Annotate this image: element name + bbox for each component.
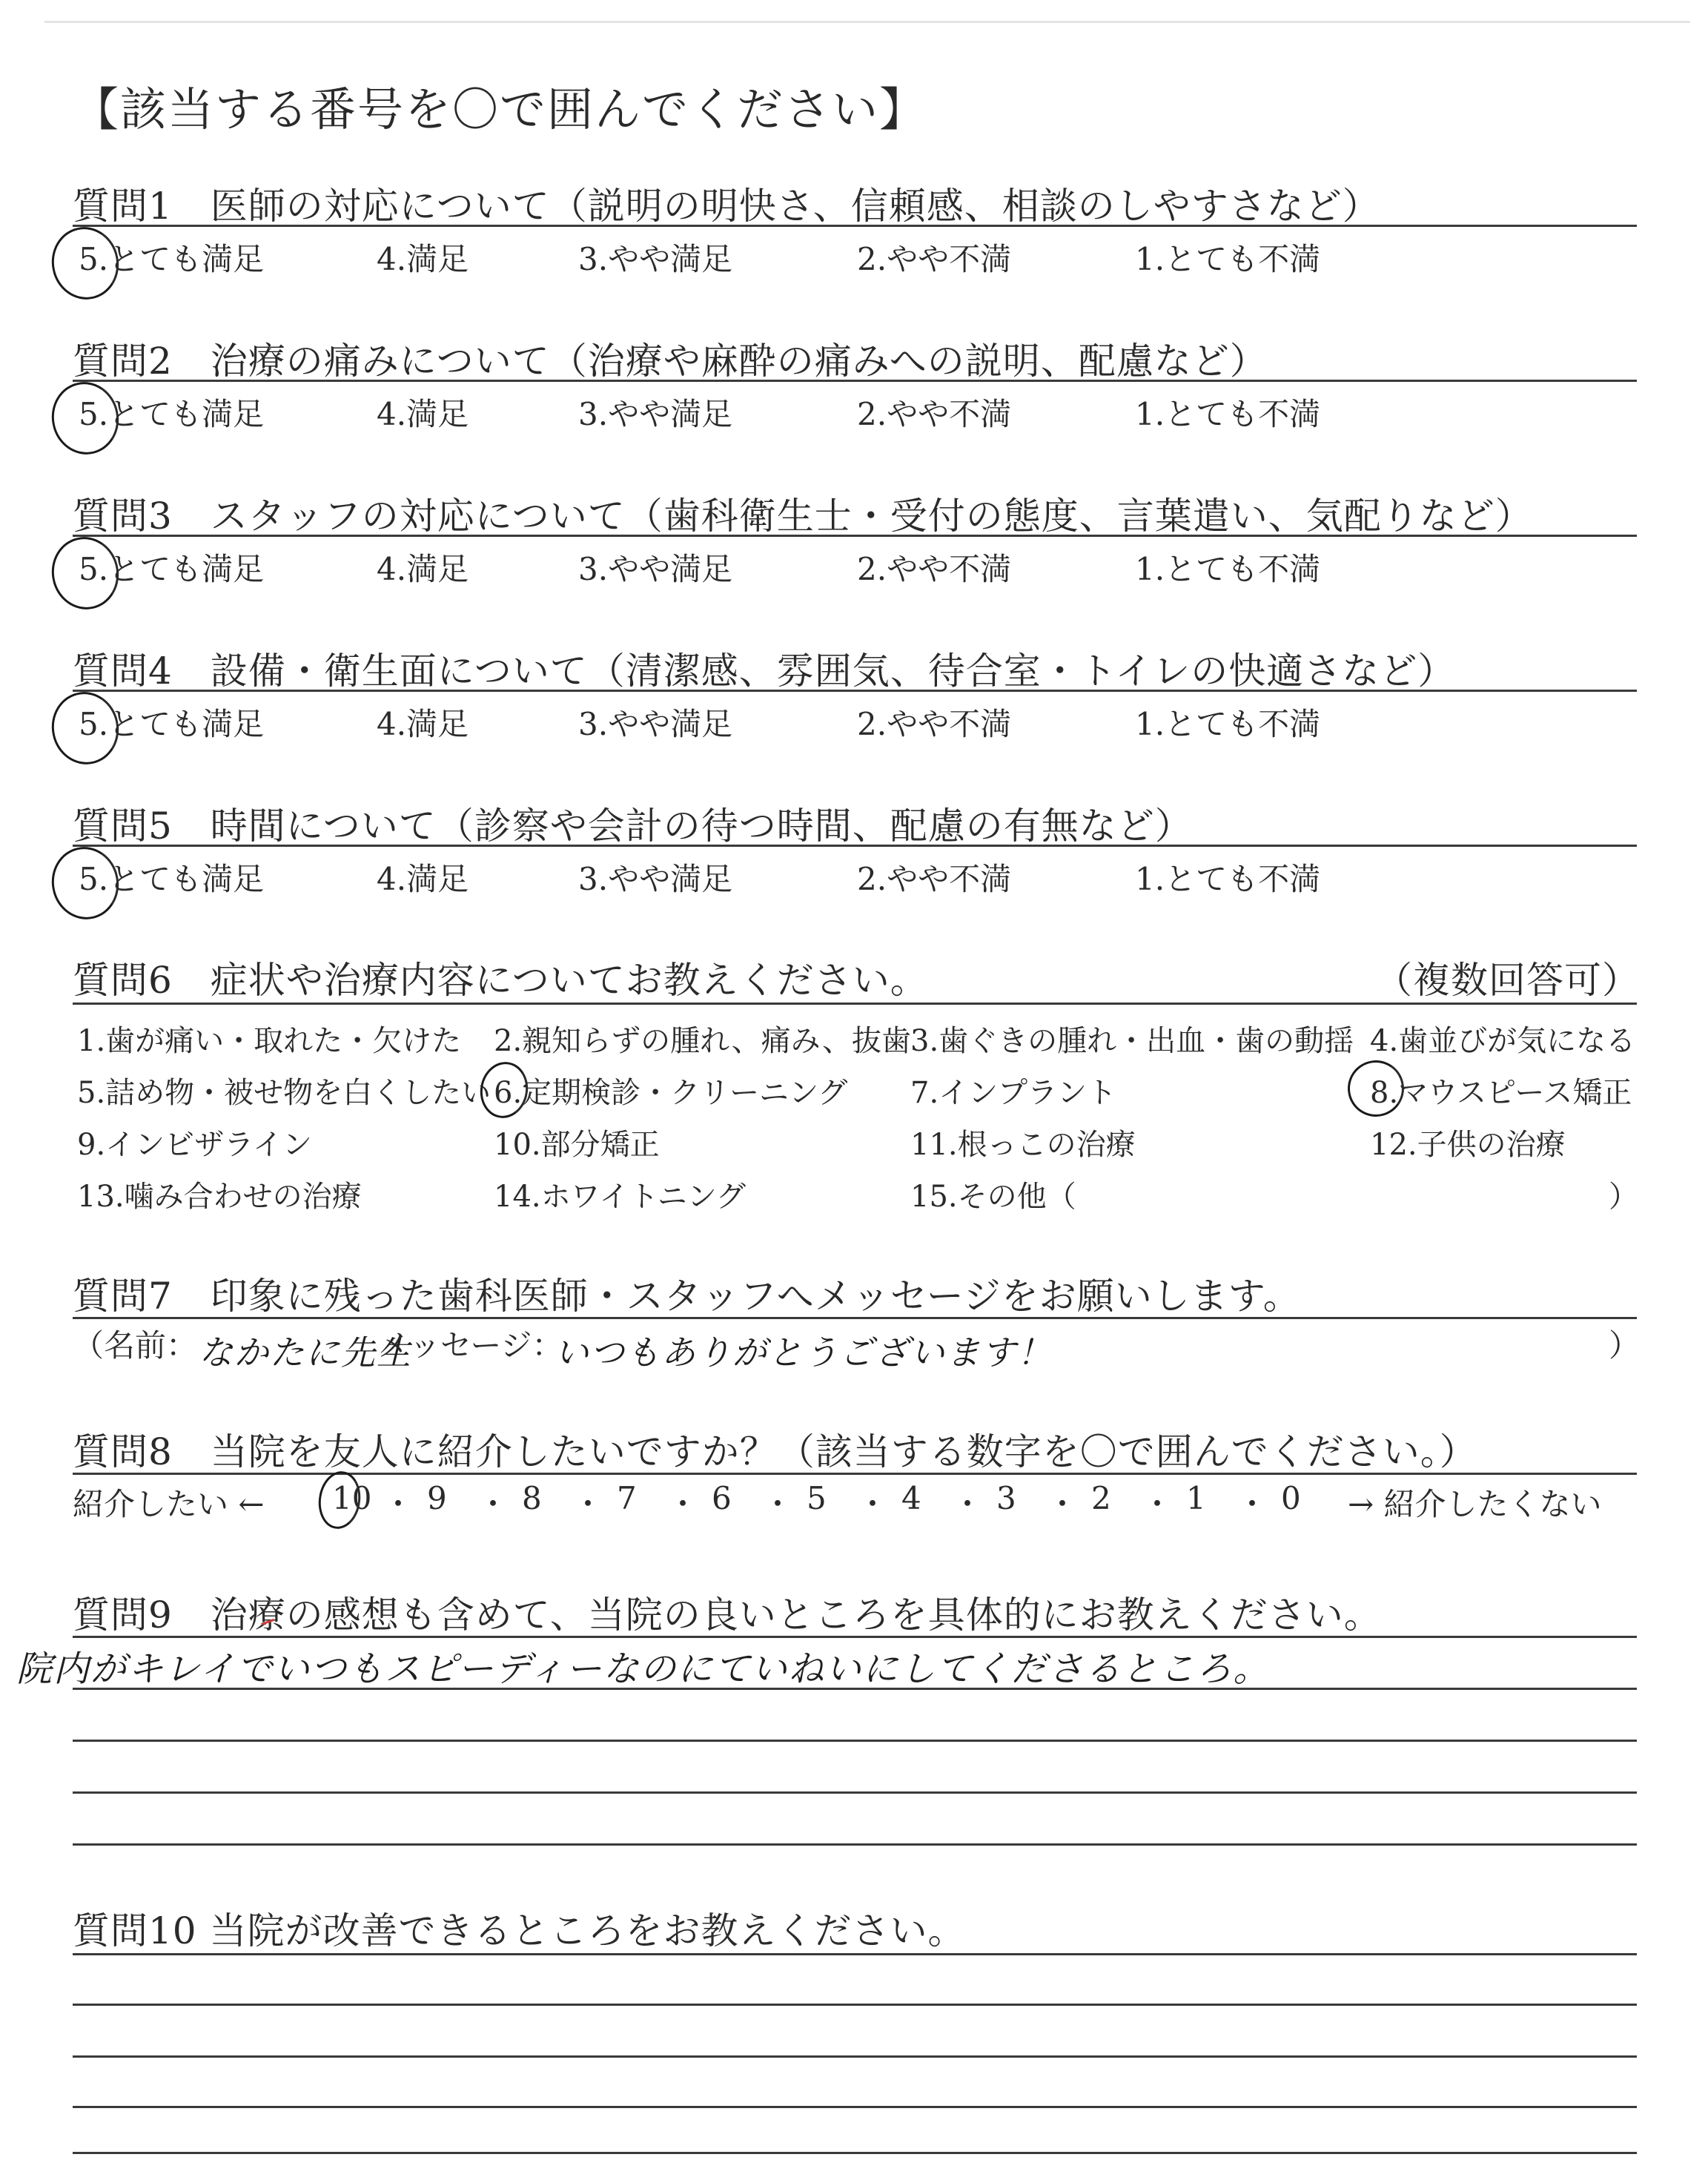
q10-rule-5 (73, 2152, 1637, 2154)
q8-scale-separator: ・ (762, 1486, 794, 1522)
scan-top-edge (44, 21, 1690, 23)
q9-rule-2 (73, 1688, 1637, 1690)
q8-scale-separator: ・ (1142, 1486, 1174, 1522)
q7-handwritten-name[interactable]: なかたに先生 (199, 1332, 412, 1373)
q1-option-2[interactable]: 2.やや不満 (857, 241, 1012, 277)
q8-label: 質問8 当院を友人に紹介したいですか？（該当する数字を〇で囲んでください。） (73, 1430, 1477, 1473)
q2-option-1[interactable]: 1.とても不満 (1135, 396, 1321, 432)
q4-option-5[interactable]: 5.とても満足 (79, 706, 265, 742)
q6-option-14[interactable]: 14.ホワイトニング (494, 1180, 747, 1214)
q5-option-5[interactable]: 5.とても満足 (79, 861, 265, 897)
q5-label: 質問5 時間について（診察や会計の待つ時間、配慮の有無など） (73, 805, 1193, 848)
q5-option-3[interactable]: 3.やや満足 (578, 861, 733, 897)
q4-selection-circle (45, 686, 125, 771)
q2-option-4[interactable]: 4.満足 (377, 396, 469, 432)
q9-rule-3 (73, 1740, 1637, 1742)
q8-scale-7[interactable]: 7 (617, 1480, 637, 1516)
q1-option-4[interactable]: 4.満足 (377, 241, 469, 277)
q6-label: 質問6 症状や治療内容についてお教えください。 (73, 959, 928, 1002)
q6-selection-circle-6 (476, 1058, 532, 1122)
q1-label: 質問1 医師の対応について（説明の明快さ、信頼感、相談のしやすさなど） (73, 185, 1380, 228)
q10-rule-1 (73, 1953, 1637, 1955)
q8-scale-0[interactable]: 0 (1281, 1480, 1301, 1516)
q7-name-prefix: （名前： (73, 1327, 198, 1364)
q2-label: 質問2 治療の痛みについて（治療や麻酔の痛みへの説明、配慮など） (73, 340, 1268, 383)
q7-handwritten-message[interactable]: いつもありがとうございます！ (555, 1332, 1053, 1373)
q10-rule-4 (73, 2106, 1637, 2108)
q8-scale-separator: ・ (857, 1486, 889, 1522)
q10-label: 質問10 当院が改善できるところをお教えください。 (73, 1909, 966, 1952)
q3-option-1[interactable]: 1.とても不満 (1135, 551, 1321, 587)
q6-option-6[interactable]: 6.定期検診・クリーニング (494, 1076, 848, 1110)
q8-scale-5[interactable]: 5 (807, 1480, 827, 1516)
q8-scale-6[interactable]: 6 (712, 1480, 732, 1516)
q8-scale-separator: ・ (952, 1486, 984, 1522)
q1-rule (73, 225, 1637, 227)
q6-option-3[interactable]: 3.歯ぐきの腫れ・出血・歯の動揺 (910, 1024, 1354, 1058)
q6-option-11[interactable]: 11.根っこの治療 (910, 1128, 1136, 1162)
form-instruction-title: 【該当する番号を〇で囲んでください】 (73, 82, 927, 136)
q1-option-5[interactable]: 5.とても満足 (79, 241, 265, 277)
q3-option-3[interactable]: 3.やや満足 (578, 551, 733, 587)
q1-option-3[interactable]: 3.やや満足 (578, 241, 733, 277)
q8-scale-10[interactable]: 10 (332, 1480, 372, 1516)
q6-option-10[interactable]: 10.部分矯正 (494, 1128, 660, 1162)
q8-scale-3[interactable]: 3 (996, 1480, 1016, 1516)
q7-rule (73, 1317, 1637, 1319)
q9-rule-1 (73, 1636, 1637, 1638)
q4-label: 質問4 設備・衛生面について（清潔感、雰囲気、待合室・トイレの快適さなど） (73, 650, 1456, 693)
q6-option-9[interactable]: 9.インビザライン (77, 1128, 312, 1162)
q2-selection-circle (45, 376, 125, 461)
q8-scale-separator: ・ (667, 1486, 699, 1522)
q8-rule (73, 1473, 1637, 1475)
q9-handwritten-answer[interactable]: 院内がキレイでいつもスピーディーなのにていねいにしてくださるところ。 (16, 1648, 1271, 1690)
q9-rule-5 (73, 1843, 1637, 1846)
q6-option-13[interactable]: 13.噛み合わせの治療 (77, 1180, 362, 1214)
q8-scale-4[interactable]: 4 (901, 1480, 921, 1516)
q8-scale-separator: ・ (572, 1486, 604, 1522)
q6-multiple-note: （複数回答可） (1375, 959, 1640, 1002)
q9-rule-4 (73, 1791, 1637, 1794)
q8-scale-1[interactable]: 1 (1186, 1480, 1206, 1516)
q2-rule (73, 380, 1637, 382)
q8-left-text: 紹介したい ← (73, 1486, 265, 1522)
q6-option-8[interactable]: 8.マウスピース矯正 (1370, 1076, 1632, 1110)
q3-selection-circle (45, 531, 125, 616)
q2-option-3[interactable]: 3.やや満足 (578, 396, 733, 432)
q2-option-5[interactable]: 5.とても満足 (79, 396, 265, 432)
q4-option-1[interactable]: 1.とても不満 (1135, 706, 1321, 742)
q3-option-4[interactable]: 4.満足 (377, 551, 469, 587)
q6-rule (73, 1003, 1637, 1005)
q6-option-15[interactable]: 15.その他（ (910, 1180, 1076, 1214)
q8-scale-separator: ・ (383, 1486, 414, 1522)
q8-scale-8[interactable]: 8 (522, 1480, 542, 1516)
q3-rule (73, 535, 1637, 537)
q3-option-5[interactable]: 5.とても満足 (79, 551, 265, 587)
q8-scale-separator: ・ (1047, 1486, 1079, 1522)
q5-option-4[interactable]: 4.満足 (377, 861, 469, 897)
q7-message-label: メッセージ： (378, 1327, 563, 1364)
q6-option-7[interactable]: 7.インプラント (910, 1076, 1117, 1110)
q8-scale-separator: ・ (1237, 1486, 1268, 1522)
q4-option-3[interactable]: 3.やや満足 (578, 706, 733, 742)
q4-rule (73, 690, 1637, 692)
q8-scale-9[interactable]: 9 (427, 1480, 447, 1516)
q8-selection-circle (315, 1468, 364, 1531)
q10-rule-3 (73, 2055, 1637, 2058)
q5-option-2[interactable]: 2.やや不満 (857, 861, 1012, 897)
q6-option-12[interactable]: 12.子供の治療 (1370, 1128, 1566, 1162)
q6-other-close-paren: ） (1609, 1180, 1638, 1214)
q4-option-4[interactable]: 4.満足 (377, 706, 469, 742)
q5-rule (73, 845, 1637, 847)
q6-option-2[interactable]: 2.親知らずの腫れ、痛み、抜歯 (494, 1024, 911, 1058)
q8-right-text: → 紹介したくない (1348, 1486, 1602, 1522)
q6-option-5[interactable]: 5.詰め物・被せ物を白くしたい (77, 1076, 491, 1110)
q5-selection-circle (45, 841, 125, 926)
q1-selection-circle (45, 221, 125, 306)
q6-option-1[interactable]: 1.歯が痛い・取れた・欠けた (77, 1024, 462, 1058)
q7-label: 質問7 印象に残った歯科医師・スタッフへメッセージをお願いします。 (73, 1275, 1301, 1318)
q3-option-2[interactable]: 2.やや不満 (857, 551, 1012, 587)
q7-close-paren: ） (1609, 1327, 1641, 1364)
q4-option-2[interactable]: 2.やや不満 (857, 706, 1012, 742)
q9-label: 質問9 治療の感想も含めて、当院の良いところを具体的にお教えください。 (73, 1593, 1382, 1636)
q8-scale-2[interactable]: 2 (1091, 1480, 1111, 1516)
q10-rule-2 (73, 2004, 1637, 2006)
q5-option-1[interactable]: 1.とても不満 (1135, 861, 1321, 897)
q1-option-1[interactable]: 1.とても不満 (1135, 241, 1321, 277)
q8-scale-separator: ・ (477, 1486, 509, 1522)
q3-label: 質問3 スタッフの対応について（歯科衛生士・受付の態度、言葉遣い、気配りなど） (73, 495, 1533, 538)
q2-option-2[interactable]: 2.やや不満 (857, 396, 1012, 432)
q6-option-4[interactable]: 4.歯並びが気になる (1370, 1024, 1636, 1058)
